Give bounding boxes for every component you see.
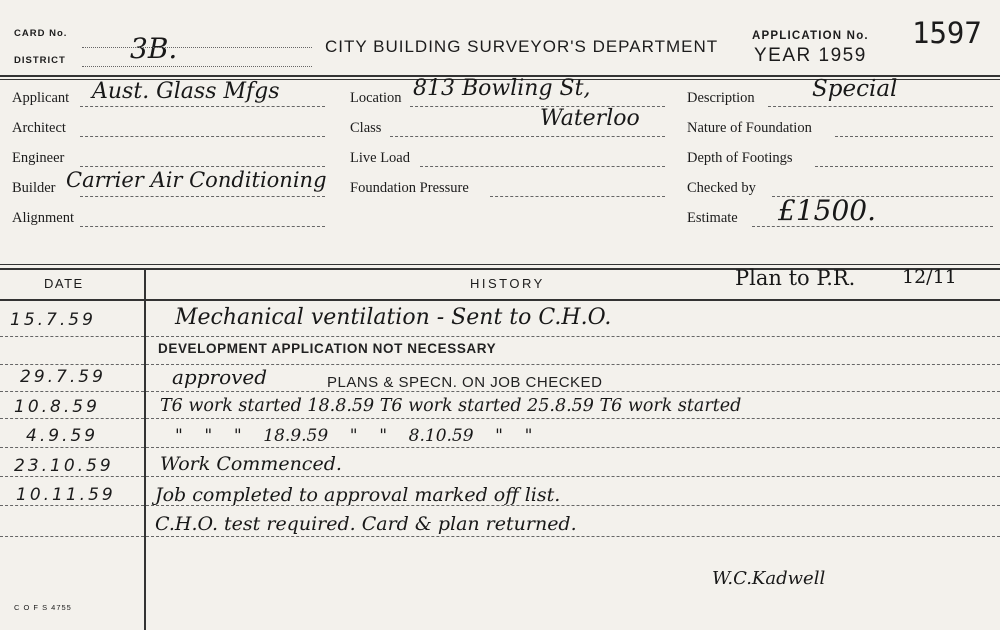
history-entry: " " " 18.9.59 " " 8.10.59 " " (175, 426, 533, 446)
row-line (0, 418, 144, 419)
description-value: Special (812, 76, 898, 102)
card-no-label: CARD No. (14, 28, 68, 39)
year-label: YEAR 1959 (754, 45, 867, 66)
history-date: 10.11.59 (16, 485, 116, 505)
row-line (146, 447, 1000, 448)
estimate-value: £1500. (778, 194, 876, 227)
alignment-label: Alignment (12, 210, 75, 226)
history-entry: approved (172, 365, 268, 389)
estimate-line (752, 226, 993, 227)
architect-label: Architect (12, 120, 66, 136)
district-line (82, 66, 312, 67)
foundation-pressure-line (490, 196, 665, 197)
engineer-label: Engineer (12, 150, 65, 166)
card-no-line (82, 47, 312, 48)
history-typed-entry: PLANS & SPECN. ON JOB CHECKED (327, 374, 603, 391)
alignment-line (80, 226, 325, 227)
class-line (390, 136, 665, 137)
history-date: 29.7.59 (20, 367, 106, 387)
row-line (146, 364, 1000, 365)
row-line (0, 364, 144, 365)
plan-note: Plan to P.R. (735, 266, 856, 290)
foundation-pressure-label: Foundation Pressure (350, 180, 469, 196)
builder-line (80, 196, 325, 197)
history-entry: C.H.O. test required. Card & plan returned. (155, 513, 577, 535)
live-load-label: Live Load (350, 150, 410, 166)
row-line (0, 536, 144, 537)
district-value: 3B. (130, 32, 178, 65)
estimate-label: Estimate (687, 210, 738, 226)
signature: W.C.Kadwell (712, 568, 826, 589)
history-header-rule (0, 299, 1000, 301)
description-label: Description (687, 90, 755, 106)
location-value-2: Waterloo (540, 106, 640, 131)
history-rule-1 (0, 264, 1000, 265)
architect-line (80, 136, 325, 137)
description-line (768, 106, 993, 107)
applicant-line (80, 106, 325, 107)
history-column-header: HISTORY (470, 276, 545, 291)
history-date: 10.8.59 (14, 397, 100, 417)
applicant-value: Aust. Glass Mfgs (92, 79, 280, 104)
department-title: CITY BUILDING SURVEYOR'S DEPARTMENT (325, 37, 719, 56)
row-line (146, 391, 1000, 392)
date-column-header: DATE (44, 276, 84, 291)
location-label: Location (350, 90, 402, 106)
engineer-line (80, 166, 325, 167)
location-value: 813 Bowling St, (413, 76, 591, 101)
history-date: 4.9.59 (26, 426, 99, 446)
class-label: Class (350, 120, 382, 136)
history-date: 15.7.59 (10, 310, 96, 330)
history-stamp: DEVELOPMENT APPLICATION NOT NECESSARY (158, 341, 497, 356)
live-load-line (420, 166, 665, 167)
application-label: APPLICATION No. (752, 30, 869, 42)
nature-of-foundation-label: Nature of Foundation (687, 120, 812, 136)
nature-line (835, 136, 993, 137)
applicant-label: Applicant (12, 90, 70, 106)
date-column-divider (144, 270, 146, 630)
history-entry: Mechanical ventilation - Sent to C.H.O. (175, 305, 612, 330)
row-line (0, 505, 144, 506)
builder-label: Builder (12, 180, 56, 196)
row-line (146, 536, 1000, 537)
builder-value: Carrier Air Conditioning (66, 168, 327, 192)
history-entry: Job completed to approval marked off list. (155, 484, 561, 506)
depth-line (815, 166, 993, 167)
row-line (146, 336, 1000, 337)
row-line (0, 476, 144, 477)
application-number: 1597 (912, 16, 982, 50)
form-code: C O F S 4755 (14, 603, 72, 612)
district-label: DISTRICT (14, 55, 66, 66)
row-line (146, 418, 1000, 419)
row-line (146, 476, 1000, 477)
history-date: 23.10.59 (14, 456, 114, 476)
row-line (0, 447, 144, 448)
row-line (0, 391, 144, 392)
depth-of-footings-label: Depth of Footings (687, 150, 793, 166)
checked-by-label: Checked by (687, 180, 756, 196)
row-line (0, 336, 144, 337)
plan-note-date: 12/11 (902, 266, 957, 288)
history-entry: T6 work started 18.8.59 T6 work started 25.8.59 T6 work started (160, 396, 742, 416)
history-entry: Work Commenced. (160, 453, 342, 475)
